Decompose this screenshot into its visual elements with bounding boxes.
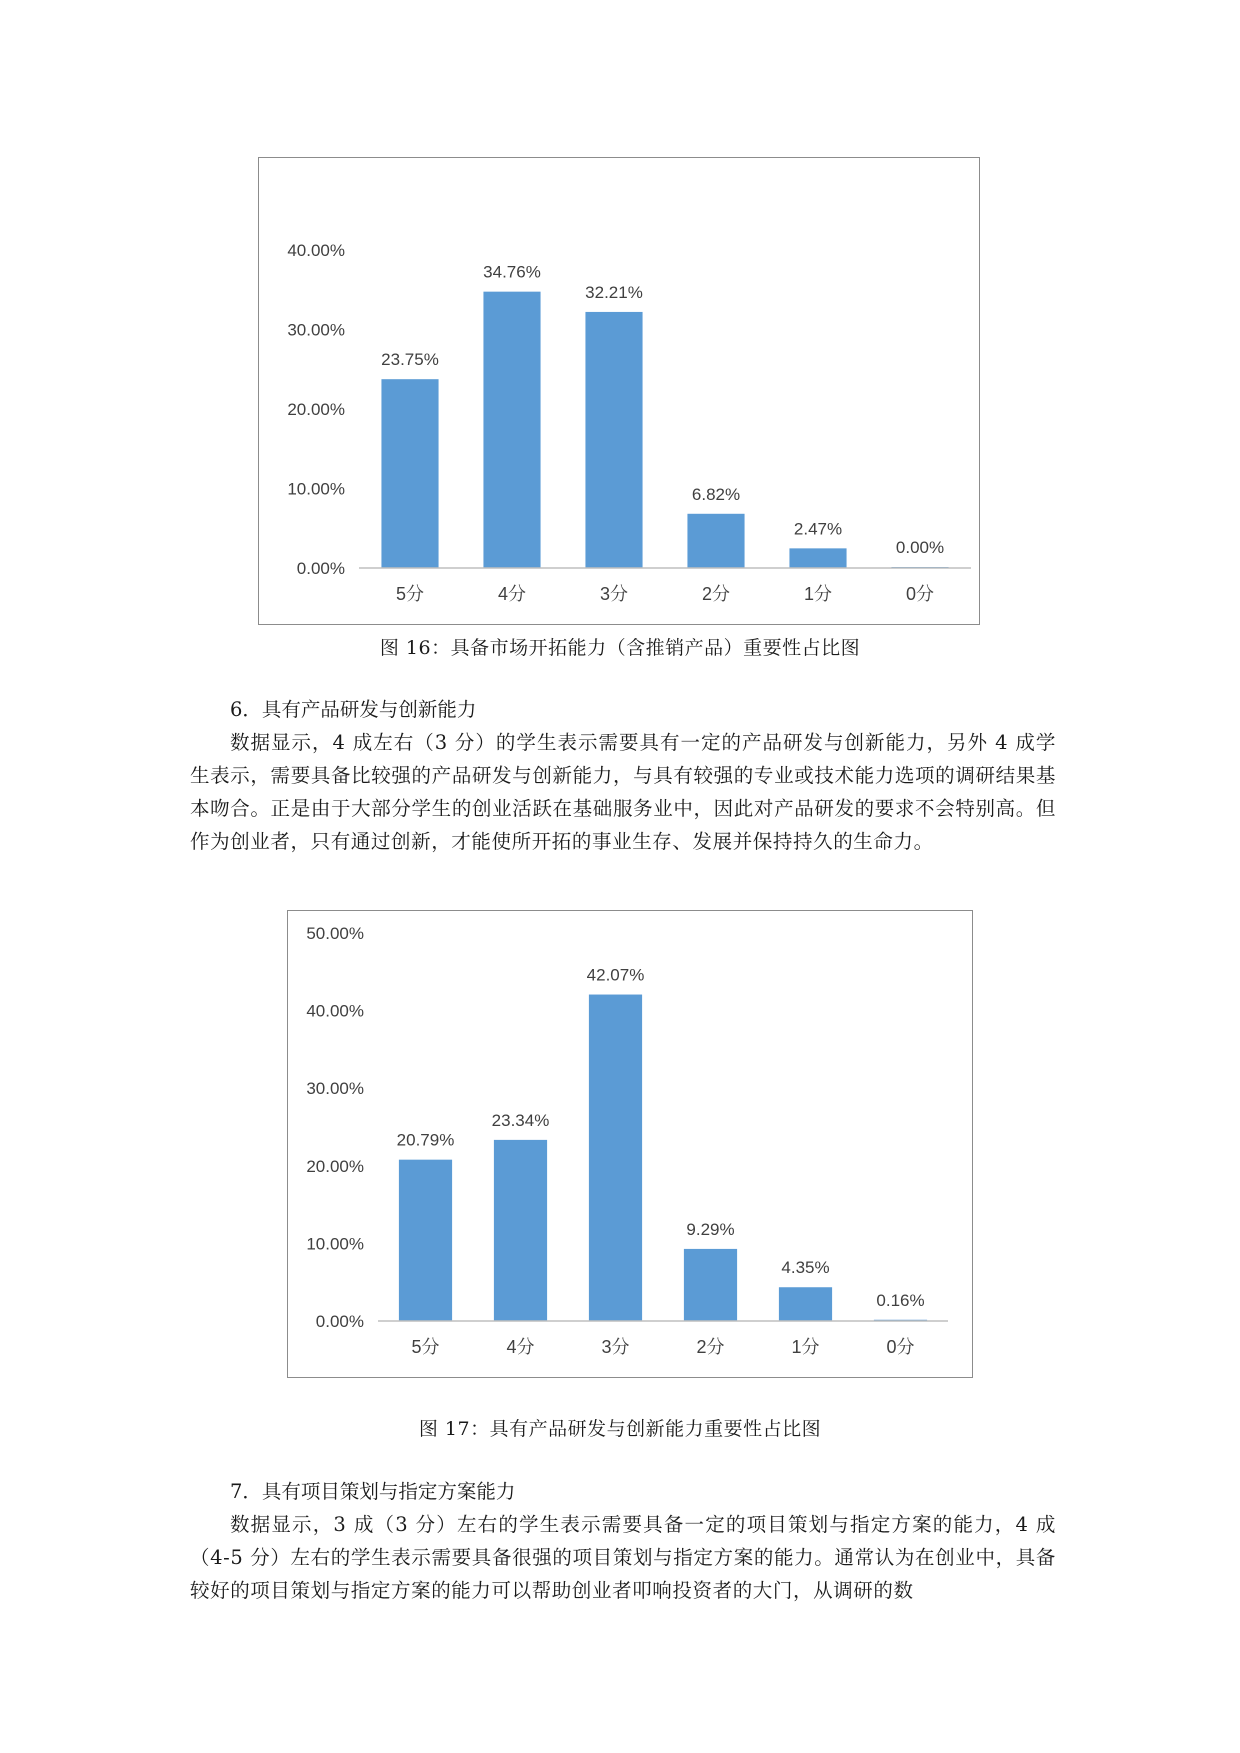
x-category-label: 4分	[497, 584, 527, 604]
x-category-label: 0分	[905, 584, 935, 604]
bar	[494, 1140, 547, 1321]
y-tick-label: 30.00%	[306, 1079, 364, 1099]
figure-17-caption: 图 17：具有产品研发与创新能力重要性占比图	[418, 1418, 822, 1440]
section-6-paragraph: 数据显示，4 成左右（3 分）的学生表示需要具有一定的产品研发与创新能力，另外 4 成学生表示，需要具备比较强的产品研发与创新能力，与具有较强的专业或技术能力选项的调研结果基本吻合。正是由于大部分学生的创业活跃在基础服务业中，因此对产品研发的要求不会特别高。但作为创业者，只有通过创新，才能使所开拓的事业生存、发展并保持持久的生命力。	[190, 731, 1056, 853]
chart-17-svg	[288, 911, 974, 1379]
y-tick-label: 50.00%	[306, 924, 364, 943]
figure-16-caption: 图 16：具备市场开拓能力（含推销产品）重要性占比图	[379, 637, 861, 659]
chart-17	[287, 910, 973, 1378]
bar	[684, 1249, 737, 1321]
bar-value-label: 34.76%	[483, 262, 541, 282]
bar-value-label: 0.16%	[876, 1290, 925, 1310]
section-7-heading: 7．具有项目策划与指定方案能力	[230, 1480, 516, 1503]
x-category-label: 0分	[886, 1337, 915, 1357]
y-tick-label: 30.00%	[287, 320, 345, 340]
x-category-label: 2分	[696, 1337, 725, 1357]
bar	[585, 312, 642, 568]
bar-value-label: 20.79%	[396, 1130, 455, 1150]
x-category-label: 5分	[411, 1337, 440, 1357]
y-tick-label: 10.00%	[306, 1234, 364, 1254]
x-category-label: 2分	[701, 584, 731, 604]
x-category-label: 1分	[791, 1337, 820, 1357]
y-tick-label: 0.00%	[315, 1312, 364, 1331]
y-tick-label: 10.00%	[287, 479, 345, 499]
bar-value-label: 23.34%	[491, 1110, 550, 1130]
bar	[687, 514, 744, 568]
bar-value-label: 42.07%	[586, 965, 645, 985]
x-category-label: 4分	[506, 1337, 535, 1357]
chart-16-svg	[259, 158, 981, 626]
bar-value-label: 2.47%	[793, 519, 843, 539]
y-tick-label: 20.00%	[287, 400, 345, 419]
bar-value-label: 6.82%	[691, 484, 741, 504]
x-category-label: 3分	[599, 584, 629, 604]
y-tick-label: 20.00%	[306, 1156, 364, 1176]
x-category-label: 1分	[803, 584, 833, 604]
bar	[399, 1160, 452, 1321]
bar	[483, 292, 540, 568]
bar	[779, 1287, 832, 1321]
bar	[381, 379, 438, 568]
y-tick-label: 0.00%	[296, 559, 345, 578]
section-7	[190, 1475, 1056, 1607]
bar-value-label: 4.35%	[781, 1258, 830, 1278]
bar-value-label: 9.29%	[686, 1219, 735, 1239]
section-6	[190, 693, 1056, 858]
section-6-heading: 6．具有产品研发与创新能力	[230, 698, 477, 721]
bar-value-label: 32.21%	[585, 282, 643, 302]
chart-16	[258, 157, 980, 625]
x-category-label: 5分	[395, 584, 425, 604]
bar	[589, 995, 642, 1321]
y-tick-label: 40.00%	[306, 1001, 364, 1021]
x-category-label: 3分	[601, 1337, 630, 1357]
bar-value-label: 23.75%	[381, 350, 439, 370]
section-7-paragraph: 数据显示，3 成（3 分）左右的学生表示需要具备一定的项目策划与指定方案的能力，4 成（4-5 分）左右的学生表示需要具备很强的项目策划与指定方案的能力。通常认为在创业中，具备较好的项目策划与指定方案的能力可以帮助创业者叩响投资者的大门，从调研的数	[190, 1513, 1056, 1602]
bar	[789, 548, 846, 568]
y-tick-label: 40.00%	[287, 241, 345, 260]
bar-value-label: 0.00%	[895, 538, 945, 557]
